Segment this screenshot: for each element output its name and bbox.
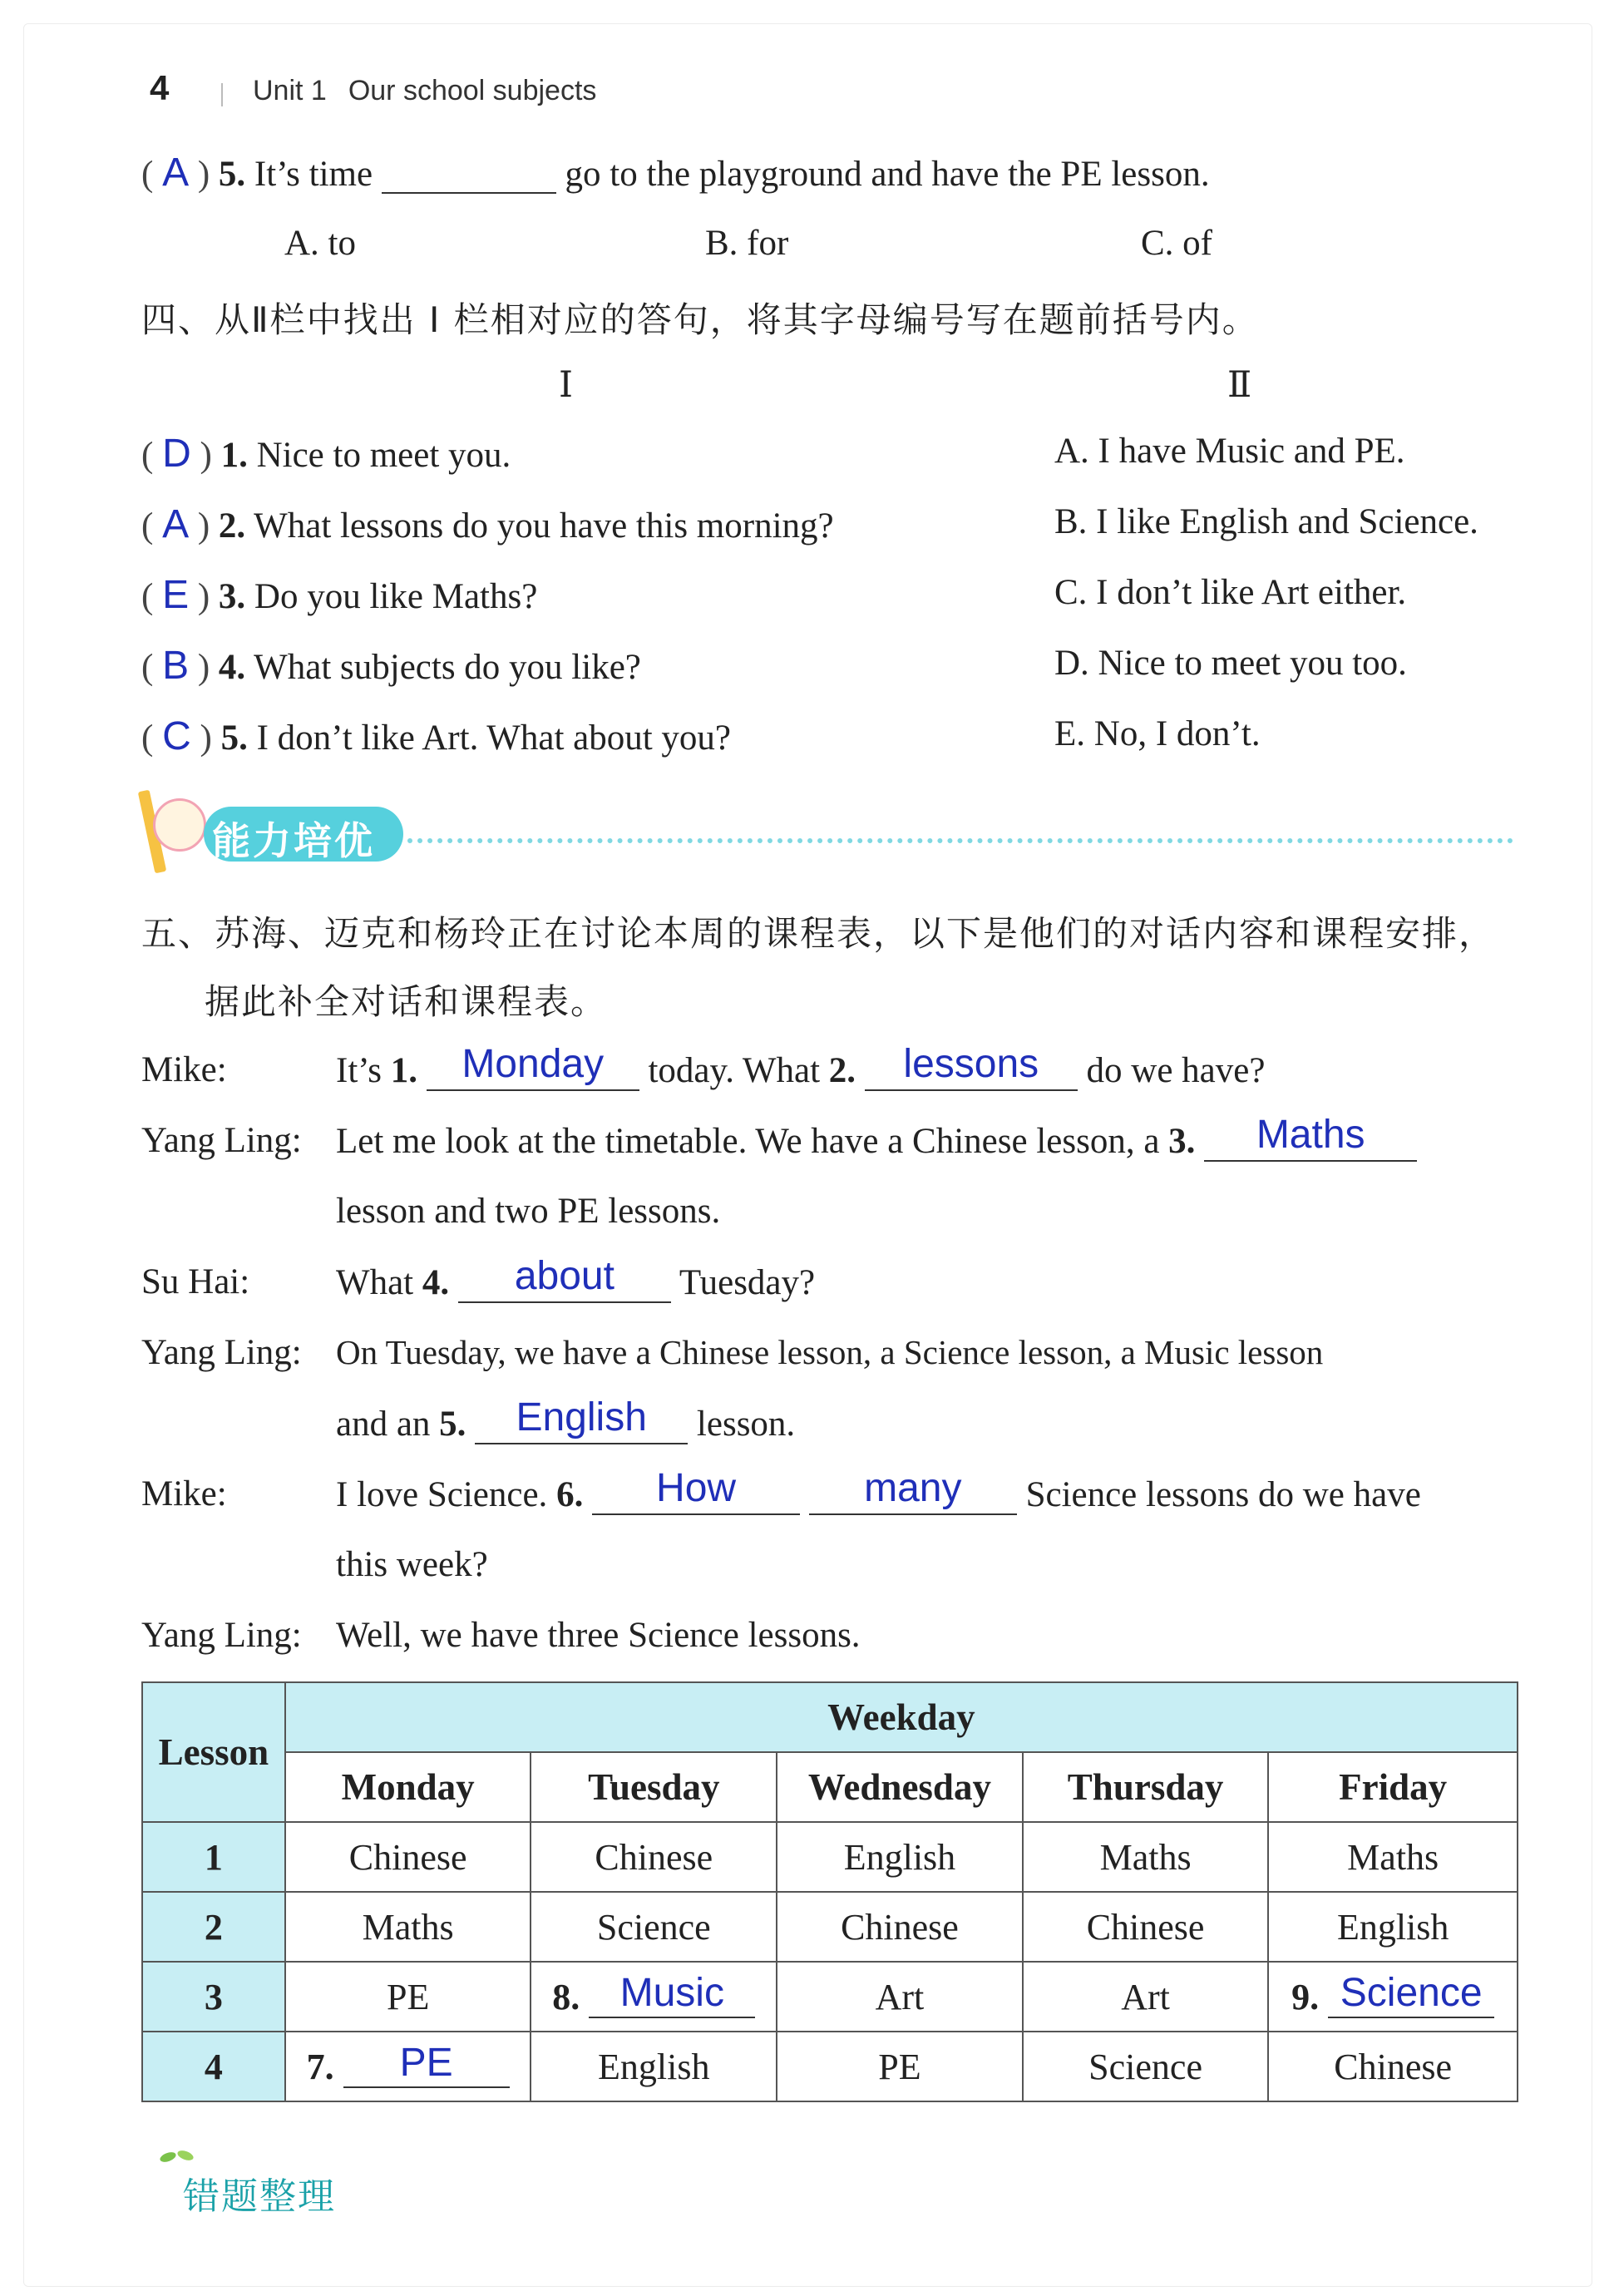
- lesson-header: Lesson: [142, 1682, 285, 1822]
- item-question: Nice to meet you.: [256, 436, 511, 475]
- match-option: C. I don’t like Art either.: [1054, 573, 1407, 612]
- blank-answer: Maths: [1256, 1113, 1365, 1157]
- match-item: ( E ) 3. Do you like Maths?: [141, 573, 538, 617]
- blank-answer: Science: [1340, 1970, 1483, 2015]
- table-row: [142, 2032, 1518, 2101]
- day-header: Thursday: [1023, 1752, 1269, 1822]
- section-5-instruction: 五、苏海、迈克和杨玲正在讨论本周的课程表，以下是他们的对话内容和课程安排，: [141, 913, 1496, 954]
- cat-mascot-icon: [153, 798, 206, 852]
- answer-letter: A: [162, 151, 190, 195]
- dialogue-text: do we have?: [1086, 1051, 1266, 1090]
- weekday-header: Weekday: [285, 1682, 1518, 1752]
- blank: [809, 1466, 1017, 1515]
- blank-number: 8.: [552, 1976, 580, 2017]
- table-row: [142, 1822, 1518, 1892]
- match-option: D. Nice to meet you too.: [1054, 644, 1407, 683]
- match-option: A. I have Music and PE.: [1054, 432, 1405, 471]
- table-cell: Maths: [1023, 1822, 1269, 1892]
- match-item: ( A ) 2. What lessons do you have this morning?: [141, 502, 834, 546]
- blank: [865, 1042, 1078, 1091]
- dialogue-line: [336, 1395, 796, 1444]
- blank-number: 1.: [390, 1051, 417, 1090]
- blank-number: 3.: [1168, 1122, 1196, 1161]
- table-cell: Chinese: [1023, 1892, 1269, 1962]
- blank-answer: about: [514, 1254, 615, 1298]
- day-header: Wednesday: [777, 1752, 1023, 1822]
- item-number: 5.: [220, 718, 248, 758]
- dialogue-text: lesson.: [696, 1405, 796, 1444]
- blank: [1328, 1970, 1494, 2018]
- table-cell: English: [1268, 1892, 1518, 1962]
- timetable: [141, 1681, 1518, 2102]
- table-cell: Maths: [1268, 1822, 1518, 1892]
- table-cell: PE: [285, 1962, 531, 2032]
- table-cell-blank: [285, 2032, 531, 2101]
- table-cell: English: [531, 2032, 777, 2101]
- table-row: [142, 1892, 1518, 1962]
- blank-answer: Monday: [461, 1042, 605, 1086]
- day-header: Friday: [1268, 1752, 1518, 1822]
- dialogue-line: [336, 1042, 1266, 1091]
- lesson-number: 2: [142, 1892, 285, 1962]
- blank: [1204, 1113, 1417, 1162]
- unit-title: Our school subjects: [348, 75, 597, 106]
- blank: [458, 1254, 671, 1303]
- speaker: Su Hai:: [141, 1262, 250, 1301]
- question-text-after: go to the playground and have the PE lesson.: [565, 155, 1210, 194]
- dialogue-text: Let me look at the timetable. We have a Chinese lesson, a: [336, 1122, 1160, 1161]
- option-b: B. for: [705, 224, 789, 263]
- question-number: 5.: [218, 155, 246, 194]
- table-cell: Science: [531, 1892, 777, 1962]
- item-question: Do you like Maths?: [254, 577, 538, 616]
- answer-letter: E: [162, 573, 190, 617]
- dialogue-line: this week?: [336, 1545, 488, 1584]
- answer-letter: A: [162, 502, 190, 546]
- table-cell: Art: [1023, 1962, 1269, 2032]
- dialogue-line: Well, we have three Science lessons.: [336, 1616, 861, 1655]
- lesson-number: 1: [142, 1822, 285, 1892]
- lesson-number: 3: [142, 1962, 285, 2032]
- item-question: What subjects do you like?: [254, 648, 641, 687]
- dialogue-line: [336, 1113, 1417, 1162]
- header-divider: [221, 83, 223, 106]
- dialogue-line: On Tuesday, we have a Chinese lesson, a Science lesson, a Music lesson: [336, 1333, 1324, 1371]
- blank: [589, 1970, 755, 2018]
- day-header: Tuesday: [531, 1752, 777, 1822]
- speaker: Yang Ling:: [141, 1121, 302, 1160]
- blank: [592, 1466, 800, 1515]
- item-number: 2.: [218, 506, 246, 546]
- speaker: Mike:: [141, 1474, 227, 1513]
- dialogue-text: Tuesday?: [679, 1263, 816, 1302]
- dialogue-line: [336, 1466, 1421, 1515]
- blank-number: 5.: [439, 1405, 466, 1444]
- dialogue-text: I love Science.: [336, 1475, 548, 1514]
- dialogue-text: Science lessons do we have: [1025, 1475, 1421, 1514]
- table-cell: English: [777, 1822, 1023, 1892]
- blank-number: 2.: [828, 1051, 856, 1090]
- blank-answer: Music: [619, 1970, 724, 2015]
- blank-number: 9.: [1291, 1976, 1320, 2017]
- question-text-before: It’s time: [254, 155, 373, 194]
- table-cell: PE: [777, 2032, 1023, 2101]
- table-cell-blank: [1268, 1962, 1518, 2032]
- speaker: Mike:: [141, 1050, 227, 1089]
- blank-answer: How: [656, 1466, 737, 1510]
- blank: [475, 1395, 688, 1444]
- item-question: What lessons do you have this morning?: [254, 506, 834, 546]
- blank-answer: PE: [399, 2040, 453, 2085]
- table-cell: Science: [1023, 2032, 1269, 2101]
- dotted-divider: [407, 838, 1513, 843]
- blank-answer: lessons: [903, 1042, 1039, 1086]
- table-cell: Chinese: [285, 1822, 531, 1892]
- question-5-mc: ( A ) 5. It’s time go to the playground and have the PE lesson.: [141, 151, 1210, 195]
- answer-letter: B: [162, 644, 190, 688]
- section-5-instruction-cont: 据此补全对话和课程表。: [205, 981, 608, 1022]
- day-header: Monday: [285, 1752, 531, 1822]
- answer-letter: D: [162, 432, 191, 476]
- option-c: C. of: [1141, 224, 1212, 263]
- item-number: 1.: [220, 436, 248, 475]
- match-option: B. I like English and Science.: [1054, 502, 1478, 541]
- dialogue-text: today. What: [648, 1051, 821, 1090]
- unit-label: Unit 1: [253, 75, 327, 106]
- blank: [427, 1042, 639, 1091]
- page-number: 4: [150, 68, 170, 107]
- table-row: [142, 1962, 1518, 2032]
- lesson-number: 4: [142, 2032, 285, 2101]
- table-cell: Art: [777, 1962, 1023, 2032]
- item-number: 4.: [218, 648, 246, 687]
- match-item: ( C ) 5. I don’t like Art. What about you?: [141, 714, 732, 758]
- option-a: A. to: [284, 224, 356, 263]
- speaker: Yang Ling:: [141, 1333, 302, 1372]
- dialogue-text: It’s: [336, 1051, 382, 1090]
- blank-number: 4.: [422, 1263, 450, 1302]
- blank-number: 7.: [306, 2046, 334, 2087]
- blank-answer: English: [516, 1395, 647, 1439]
- item-question: I don’t like Art. What about you?: [256, 718, 732, 758]
- table-cell: Chinese: [531, 1822, 777, 1892]
- blank-answer: many: [864, 1466, 962, 1510]
- blank-number: 6.: [556, 1475, 584, 1514]
- dialogue-text: What: [336, 1263, 414, 1302]
- answer-letter: C: [162, 714, 191, 758]
- column-2-header: Ⅱ: [1227, 366, 1252, 405]
- dialogue-text: and an: [336, 1405, 431, 1444]
- match-item: ( D ) 1. Nice to meet you.: [141, 432, 511, 476]
- item-number: 3.: [218, 577, 246, 616]
- mistake-review-label: 错题整理: [183, 2175, 336, 2218]
- table-cell: Maths: [285, 1892, 531, 1962]
- blank: [343, 2040, 510, 2088]
- section-4-instruction: 四、从Ⅱ栏中找出 Ⅰ 栏相对应的答句，将其字母编号写在题前括号内。: [141, 299, 1259, 340]
- unit-header: [253, 75, 618, 107]
- speaker: Yang Ling:: [141, 1616, 302, 1655]
- dialogue-line: lesson and two PE lessons.: [336, 1192, 721, 1231]
- column-1-header: Ⅰ: [559, 366, 573, 405]
- dialogue-line: [336, 1254, 816, 1303]
- blank: [382, 156, 556, 194]
- banner-title: 能力培优: [212, 818, 375, 863]
- table-cell: Chinese: [1268, 2032, 1518, 2101]
- match-option: E. No, I don’t.: [1054, 714, 1261, 753]
- match-item: ( B ) 4. What subjects do you like?: [141, 644, 641, 688]
- table-cell-blank: [531, 1962, 777, 2032]
- sprout-icon: [158, 2147, 196, 2165]
- table-cell: Chinese: [777, 1892, 1023, 1962]
